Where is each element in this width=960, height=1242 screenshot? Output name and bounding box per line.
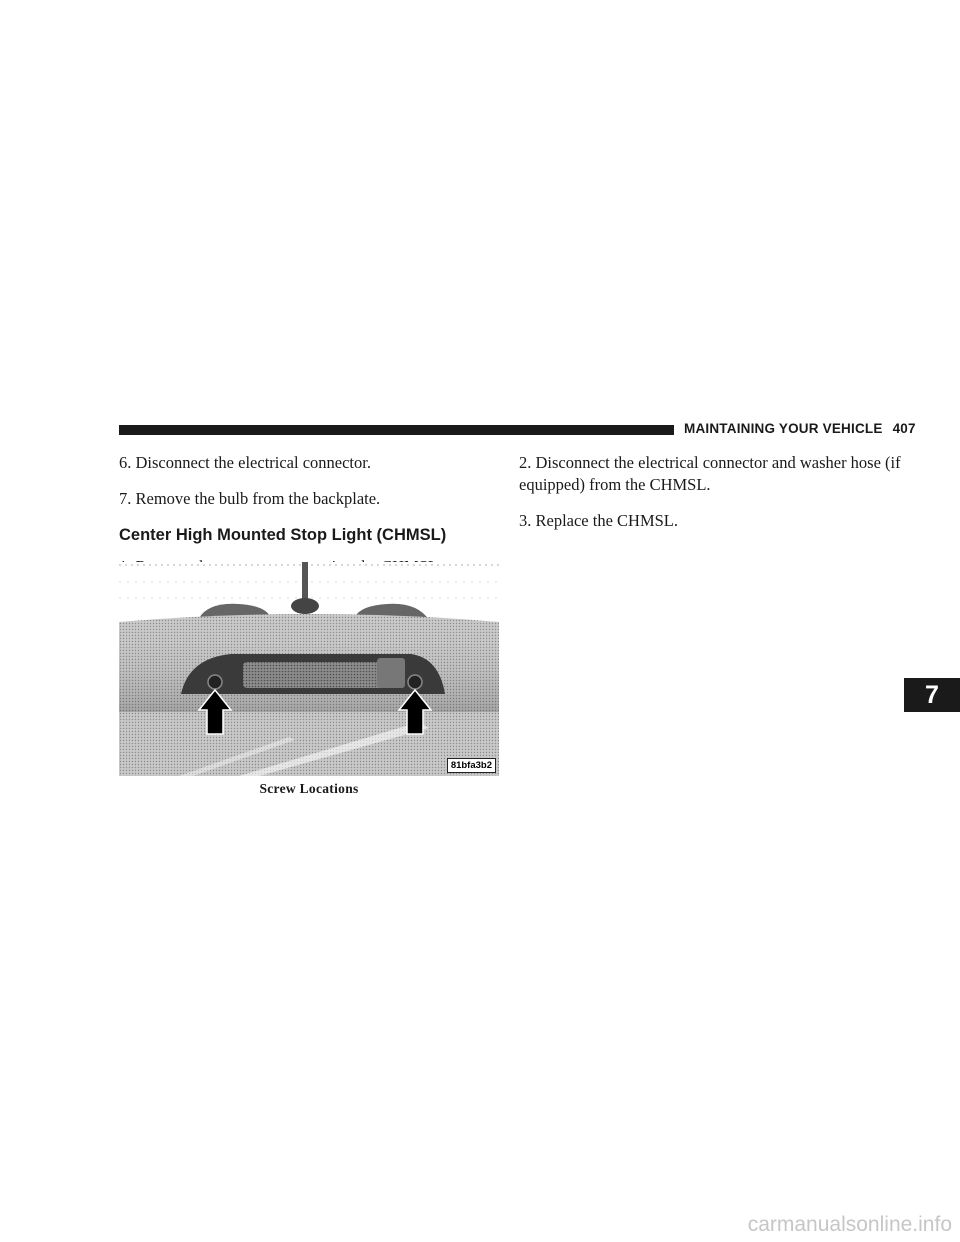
step-3: 3. Replace the CHMSL. bbox=[519, 511, 679, 530]
step-6: 6. Disconnect the electrical connector. bbox=[119, 453, 371, 472]
chapter-tab: 7 bbox=[904, 678, 960, 712]
figure-caption: Screw Locations bbox=[259, 781, 359, 796]
section-title: MAINTAINING YOUR VEHICLE bbox=[684, 421, 883, 436]
chmsl-screw-figure bbox=[119, 562, 499, 776]
figure-code: 81bfa3b2 bbox=[447, 758, 496, 773]
footer-watermark: carmanualsonline.info bbox=[600, 1208, 960, 1242]
step-7: 7. Remove the bulb from the backplate. bbox=[119, 489, 381, 508]
section-heading: Center High Mounted Stop Light (CHMSL) bbox=[119, 526, 447, 544]
page-number: 407 bbox=[892, 421, 916, 436]
step-2: 2. Disconnect the electrical connector and washer hose (if equipped) from the CHMSL. bbox=[519, 453, 901, 494]
right-column bbox=[519, 452, 911, 546]
header-rule bbox=[119, 425, 674, 435]
chmsl-illustration bbox=[119, 562, 499, 776]
running-header bbox=[684, 421, 916, 436]
